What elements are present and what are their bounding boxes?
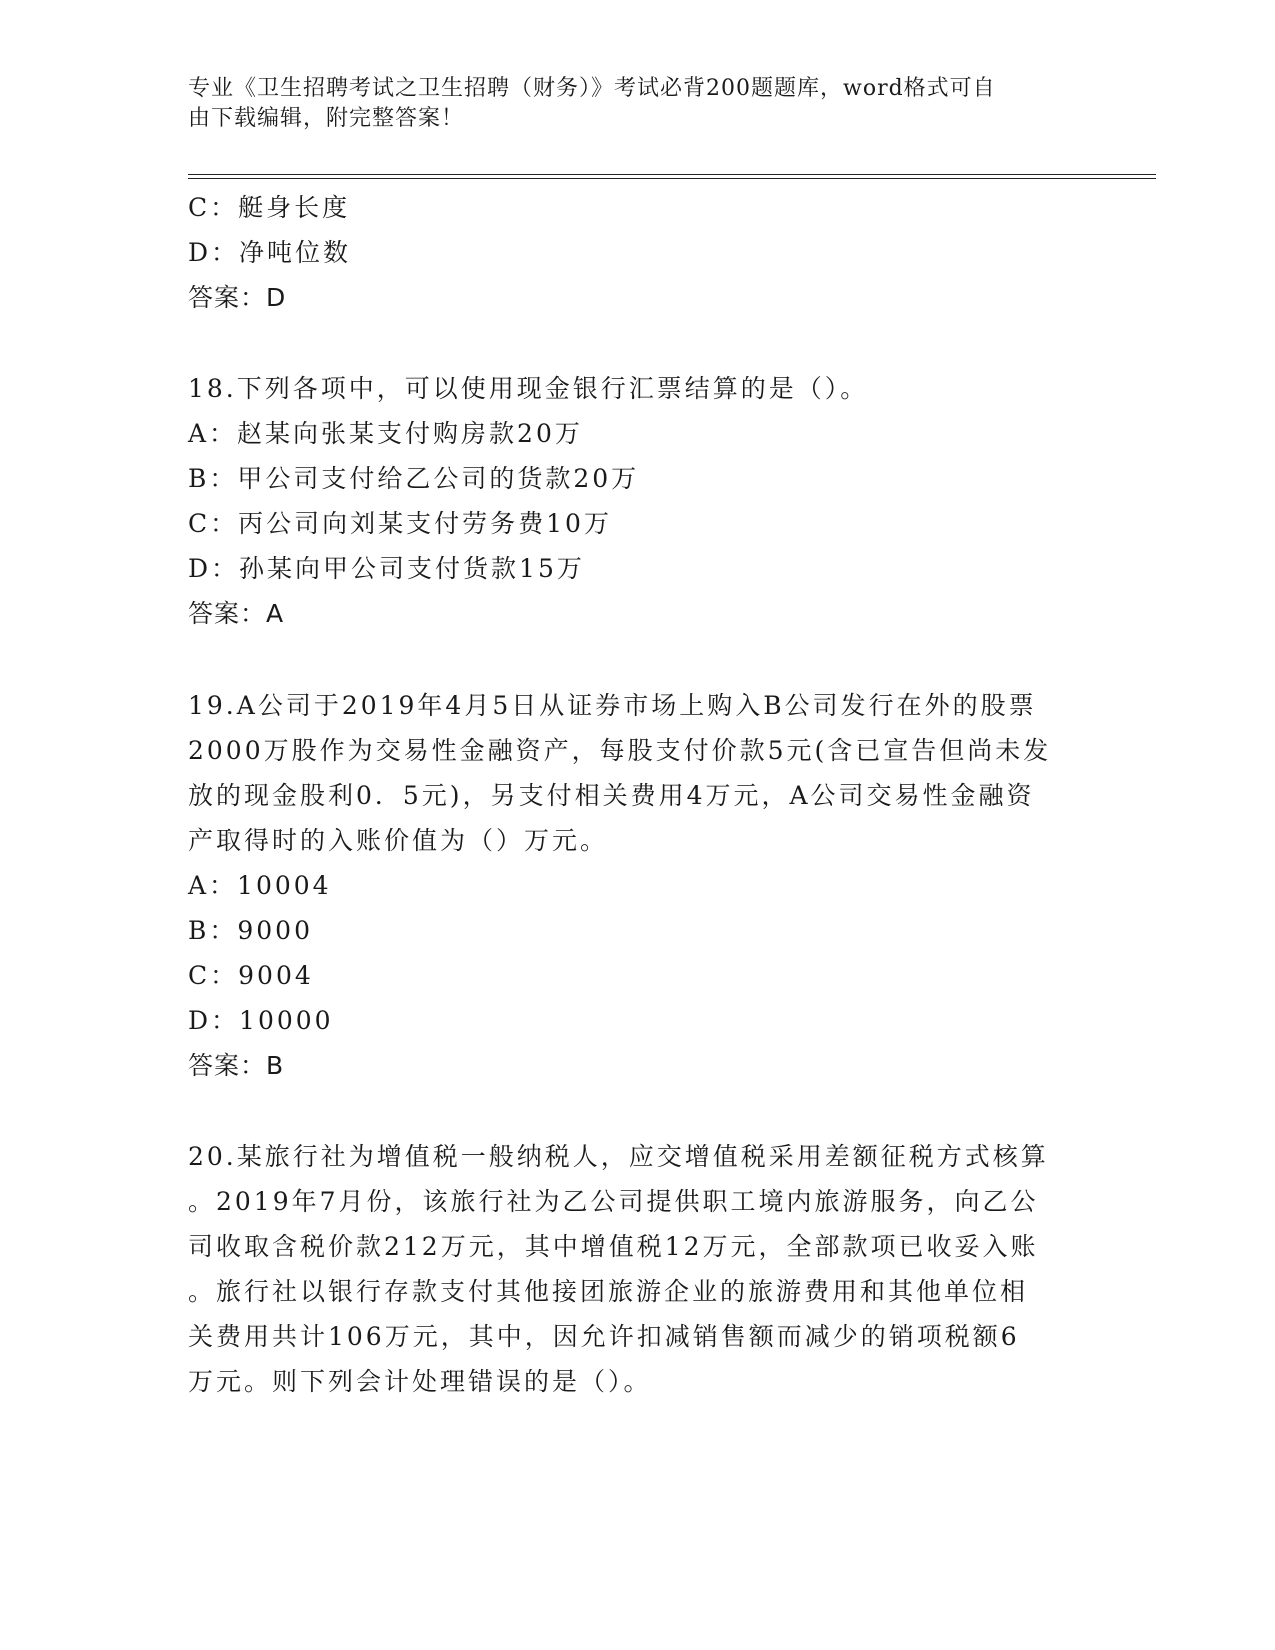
q20-stem-line2: 。2019年7月份，该旅行社为乙公司提供职工境内旅游服务，向乙公 [188, 1187, 1039, 1216]
header-title-line2: 由下载编辑，附完整答案！ [188, 106, 465, 131]
q19-option-a: A：10004 [188, 871, 332, 900]
header-title-line1: 专业《卫生招聘考试之卫生招聘（财务）》考试必背200题题库，word格式可自 [188, 76, 996, 101]
q19-option-b: B：9000 [188, 916, 313, 945]
q20-stem-line5: 关费用共计106万元，其中，因允许扣减销售额而减少的销项税额6 [188, 1322, 1020, 1351]
q19-stem-line2: 2000万股作为交易性金融资产，每股支付价款5元(含已宣告但尚未发 [188, 736, 1052, 765]
q19-option-d: D：10000 [188, 1006, 334, 1035]
q20-stem-line3: 司收取含税价款212万元，其中增值税12万元，全部款项已收妥入账 [188, 1232, 1039, 1261]
q17-option-c: C：艇身长度 [188, 193, 351, 222]
q18-option-c: C：丙公司向刘某支付劳务费10万 [188, 509, 612, 538]
document-header [188, 74, 1068, 134]
q19-stem-line1: 19.A公司于2019年4月5日从证券市场上购入B公司发行在外的股票 [188, 691, 1037, 720]
q19-answer: 答案：B [188, 1051, 285, 1080]
q17-option-d: D：净吨位数 [188, 238, 352, 267]
q18-answer: 答案：A [188, 599, 285, 628]
q17-answer: 答案：D [188, 283, 287, 312]
q19-stem-line3: 放的现金股利0．5元)，另支付相关费用4万元，A公司交易性金融资 [188, 781, 1035, 810]
q18-stem: 18.下列各项中，可以使用现金银行汇票结算的是（）。 [188, 374, 869, 403]
q20-stem-line4: 。旅行社以银行存款支付其他接团旅游企业的旅游费用和其他单位相 [188, 1277, 1029, 1306]
q19-option-c: C：9004 [188, 961, 314, 990]
header-divider-bottom [188, 178, 1156, 179]
q19-stem-line4: 产取得时的入账价值为（）万元。 [188, 826, 609, 855]
q20-stem-line6: 万元。则下列会计处理错误的是（）。 [188, 1367, 652, 1396]
q18-option-d: D：孙某向甲公司支付货款15万 [188, 554, 585, 583]
q18-option-b: B：甲公司支付给乙公司的货款20万 [188, 464, 640, 493]
q18-option-a: A：赵某向张某支付购房款20万 [188, 419, 583, 448]
q20-stem-line1: 20.某旅行社为增值税一般纳税人，应交增值税采用差额征税方式核算 [188, 1142, 1049, 1171]
header-divider-top [188, 174, 1156, 175]
